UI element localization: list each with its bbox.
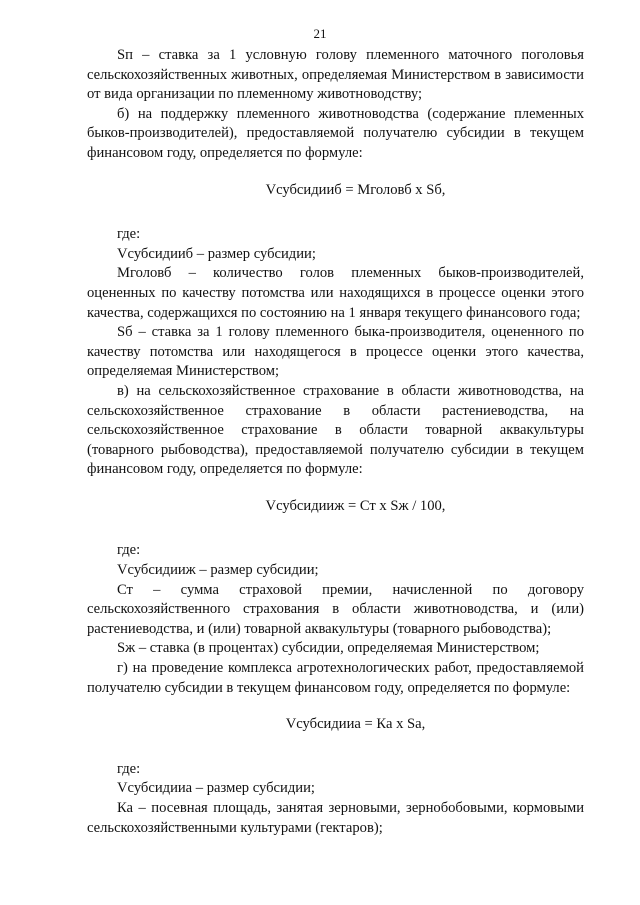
page-number: 21 [313,26,327,41]
definition-ka: Ка – посевная площадь, занятая зерновыми, зернобобовыми, кормовыми сельскохозяйственными культурами (гектаров); [87,800,584,836]
where-label: где: [117,226,141,243]
item-g-paragraph: г) на проведение комплекса агротехнологических работ, предоставляемой получателю субсидии в текущем финансовом году, определяется по формуле: [87,660,584,696]
item-b-paragraph: б) на поддержку племенного животноводства (содержание племенных быков-производителей), предоставляемой получателю субсидии в текущем финансовом году, определяется по формуле: [87,105,584,161]
definition-st: Ст – сумма страховой премии, начисленной по договору сельскохозяйственного страхования в области животноводства, и (или) растениеводства, и (или) товарной аквакультуры (товарного рыбоводства); [87,581,584,637]
definition-sb: Sб – ставка за 1 голову племенного быка-производителя, оцененного по качеству потомства или находящегося в процессе оценки этого качества, определяемая Министерством; [87,324,584,380]
definition-v-subsidy-a: Vсубсидииа – размер субсидии; [117,780,315,797]
formula-zh: Vсубсидииж = Ст х Sж / 100, [265,497,446,514]
definition-szh: Sж – ставка (в процентах) субсидии, определяемая Министерством; [117,640,540,657]
formula-a: Vсубсидииа = Ка х Sа, [285,716,426,733]
where-label: где: [117,760,141,777]
where-label: где: [117,542,141,559]
definition-v-subsidy-zh: Vсубсидииж – размер субсидии; [117,562,319,579]
formula-b: Vсубсидииб = Мголовб х Sб, [265,181,446,198]
document-body [87,46,584,838]
definition-v-subsidy-b: Vсубсидииб – размер субсидии; [117,245,316,262]
definition-mgolov: Мголовб – количество голов племенных быков-производителей, оцененных по качеству потомства или находящихся в процессе оценки этого качества, содержащихся по состоянию на 1 января текущего финансового года; [87,265,584,321]
item-v-paragraph: в) на сельскохозяйственное страхование в области животноводства, на сельскохозяйственное страхование в области растениеводства, на сельскохозяйственное страхование в области товарной аквакультуры (товарного рыбоводства), предоставляемой получателю субсидии в текущем финансовом году, определяется по формуле: [87,382,584,478]
definition-sn: Sп – ставка за 1 условную голову племенного маточного поголовья сельскохозяйственных животных, определяемая Министерством в зависимости от вида организации по племенному животноводству; [87,47,584,103]
